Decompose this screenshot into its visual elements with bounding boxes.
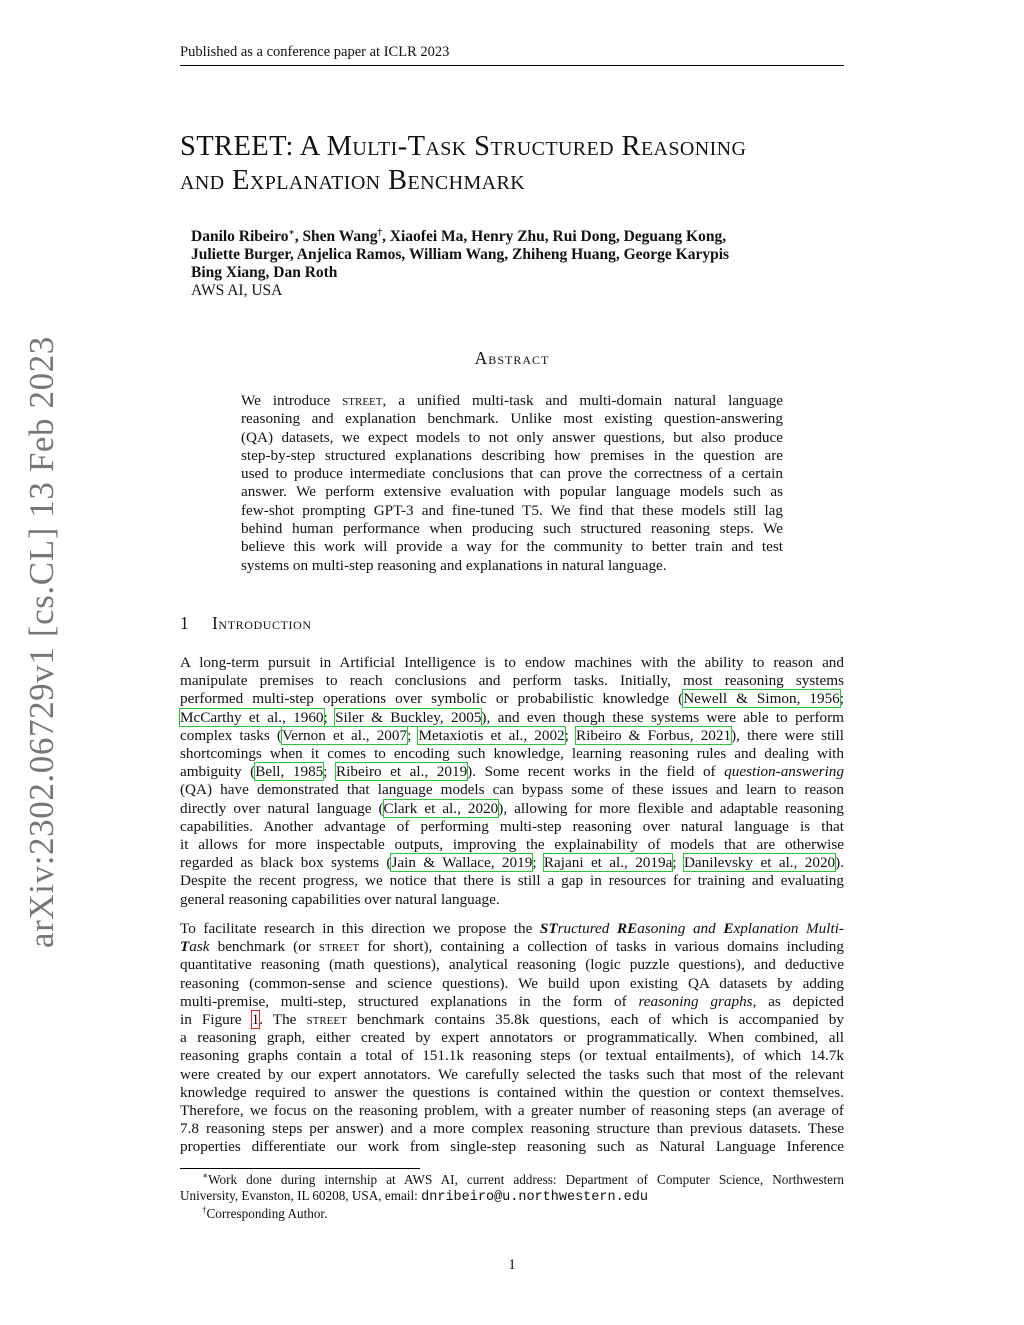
footnote-mark: ∗: [202, 1170, 209, 1181]
header-rule: [180, 65, 844, 66]
acronym-letter: T: [180, 938, 190, 956]
text-span: ), and even though these systems were able to perform: [481, 708, 844, 726]
text-line: capabilities. Another advantage of performing multi-step reasoning over natural language is that: [180, 817, 844, 835]
text-span: directly over natural language (: [180, 799, 384, 817]
title-line-2: and Explanation Benchmark: [180, 165, 526, 196]
text-span: To facilitate research in this direction we propose the: [180, 920, 540, 937]
citation-link[interactable]: Ribeiro & Forbus, 2021: [576, 726, 732, 744]
acronym-letter: E: [723, 920, 734, 937]
text-line: quantitative reasoning (math questions), analytical reasoning (logic puzzle questions), and deductive: [180, 956, 844, 974]
author-line-2: Juliette Burger, Anjelica Ramos, William Wang, Zhiheng Huang, George Karypis: [191, 246, 730, 263]
abstract-line: believe this work will provide a way for the community to better train and test: [241, 538, 783, 556]
footnote-mark: ∗: [288, 226, 295, 237]
italic-term: asoning and: [637, 920, 724, 937]
italic-term: question-answering: [724, 763, 844, 781]
text-line: [180, 727, 844, 745]
footnote-1-line: [180, 1188, 844, 1206]
author-text: , Shen Wang: [294, 228, 378, 245]
affiliation: AWS AI, USA: [191, 282, 283, 299]
intro-paragraph-1: [180, 654, 844, 909]
text-line: (QA) have demonstrated that language models can bypass some of these issues and learn to reason: [180, 781, 844, 799]
intro-paragraph-2: [180, 920, 844, 1157]
page-number: 1: [508, 1257, 516, 1273]
footnote-mark: †: [377, 226, 383, 237]
citation-link[interactable]: Bell, 1985: [255, 763, 324, 781]
author-block: [191, 228, 729, 300]
citation-link[interactable]: Siler & Buckley, 2005: [335, 708, 482, 726]
text-line: were created by our expert annotators. We carefully selected the tasks such that most of the relevant: [180, 1065, 844, 1083]
italic-term: ask: [189, 938, 210, 956]
text-span: University, Evanston, IL 60208, USA, email:: [180, 1188, 422, 1203]
abstract-line: few-shot prompting GPT-3 and fine-tuned T5. We find that these models still lag: [241, 501, 783, 519]
text-span: ;: [839, 690, 845, 708]
author-line-3: Bing Xiang, Dan Roth: [191, 264, 338, 281]
footnote-mark: †: [202, 1204, 207, 1215]
text-span: ;: [323, 708, 336, 726]
citation-link[interactable]: Vernon et al., 2007: [281, 726, 408, 744]
paper-title: [180, 130, 860, 198]
text-span: performed multi-step operations over symbolic or probabilistic knowledge (: [180, 690, 684, 708]
text-span: , a unified multi-task and multi-domain natural language: [382, 392, 783, 409]
abstract-line: answer. We perform extensive evaluation with popular language models such as: [241, 483, 783, 501]
street-name: street: [306, 1011, 347, 1029]
acronym-letter: RE: [616, 920, 638, 937]
text-line: [180, 1011, 844, 1029]
email-link[interactable]: dnribeiro@u.northwestern.edu: [421, 1190, 648, 1205]
text-line: properties differentiate our work from single-step reasoning such as Natural Language Inference: [180, 1138, 844, 1156]
citation-link[interactable]: Newell & Simon, 1956: [683, 690, 840, 708]
footnote-1-line: [180, 1172, 844, 1188]
text-span: for short), containing a collection of tasks in various domains including: [359, 938, 844, 956]
citation-link[interactable]: Metaxiotis et al., 2002: [418, 726, 565, 744]
text-span: ;: [672, 854, 684, 872]
text-span: . The: [259, 1011, 307, 1029]
abstract-line: systems on multi-step reasoning and explanations in natural language.: [241, 556, 667, 574]
italic-term: reasoning graphs: [638, 992, 753, 1010]
citation-link[interactable]: Rajani et al., 2019a: [543, 854, 673, 872]
street-name: street: [318, 938, 360, 956]
text-span: ), there were still: [731, 726, 844, 744]
text-span: ). Some recent works in the field of: [467, 763, 725, 781]
text-line: a reasoning graph, either created by expert annotators or programmatically. When combined, all: [180, 1029, 844, 1047]
street-name: street: [342, 392, 383, 409]
citation-link[interactable]: Jain & Wallace, 2019: [391, 854, 533, 872]
section-title: Introduction: [212, 613, 312, 633]
text-span: Work done during internship at AWS AI, current address: Department of Computer Science, Northwestern: [208, 1172, 844, 1187]
text-span: in Figure: [180, 1011, 252, 1029]
abstract-line: (QA) datasets, we expect models to not only answer questions, but also produce: [241, 428, 783, 446]
author-line-1: [191, 228, 729, 246]
author-text: Danilo Ribeiro: [191, 228, 289, 245]
abstract-line: reasoning and explanation benchmark. Unlike most existing question-answering: [241, 410, 783, 428]
text-span: regarded as black box systems (: [180, 854, 392, 872]
citation-link[interactable]: Ribeiro et al., 2019: [336, 763, 468, 781]
text-line: [180, 690, 844, 708]
text-span: ).: [835, 854, 844, 872]
text-line: [180, 854, 844, 872]
text-line: shortcomings when it comes to encoding such knowledge, learning reasoning rules and dealing with: [180, 745, 844, 763]
text-span: ), allowing for more flexible and adaptable reasoning: [498, 799, 844, 817]
text-span: ;: [323, 763, 337, 781]
text-line: 7.8 reasoning steps per answer) and a more complex reasoning structure than previous datasets. These: [180, 1120, 844, 1138]
text-line: [180, 920, 844, 938]
italic-term: xplanation Multi-: [733, 920, 844, 937]
text-line: knowledge required to answer the questions is contained within the question or context themselves.: [180, 1083, 844, 1101]
text-line: it allows for more inspectable outputs, improving the explainability of models that are otherwise: [180, 836, 844, 854]
text-span: ambiguity (: [180, 763, 256, 781]
text-line: Despite the recent progress, we notice that there is still a gap in resources for training and evaluating: [180, 872, 844, 890]
abstract-line: step-by-step structured explanations describing how premises in the question are: [241, 446, 783, 464]
text-span: multi-premise, multi-step, structured explanations in the form of: [180, 992, 639, 1010]
acronym-letter: ST: [539, 920, 558, 937]
abstract-body: [241, 392, 783, 575]
text-line: A long-term pursuit in Artificial Intelligence is to endow machines with the ability to reason and: [180, 654, 844, 671]
abstract-line: used to produce intermediate conclusions that can prove the correctness of a certain: [241, 465, 783, 483]
footnote-rule: [180, 1168, 420, 1169]
text-line: Therefore, we focus on the reasoning problem, with a greater number of reasoning steps (an average of: [180, 1102, 844, 1120]
footnotes: [180, 1172, 844, 1222]
text-span: complex tasks (: [180, 726, 282, 744]
italic-term: ructured: [557, 920, 617, 937]
text-span: We introduce: [241, 392, 343, 409]
abstract-line: behind human performance when producing such structured reasoning steps. We: [241, 520, 783, 538]
text-line: [180, 800, 844, 818]
text-span: ;: [532, 854, 544, 872]
author-text: , Xiaofei Ma, Henry Zhu, Rui Dong, Deguang Kong,: [382, 228, 727, 245]
figure-reference-link[interactable]: 1: [251, 1011, 260, 1029]
running-header: Published as a conference paper at ICLR 2023: [180, 44, 450, 60]
text-line: [180, 709, 844, 727]
title-line-1: STREET: A Multi-Task Structured Reasoning: [180, 131, 747, 162]
text-span: benchmark (or: [209, 938, 319, 956]
text-line: [180, 763, 844, 781]
abstract-heading: Abstract: [474, 348, 550, 368]
text-span: ;: [564, 726, 576, 744]
text-line: reasoning (common-sense and science questions). We build upon existing QA datasets by adding: [180, 974, 844, 992]
footnote-2-line: [180, 1206, 844, 1222]
text-span: benchmark contains 35.8k questions, each of which is accompanied by: [346, 1011, 844, 1029]
citation-link[interactable]: Danilevsky et al., 2020: [683, 854, 836, 872]
text-span: Corresponding Author.: [206, 1206, 328, 1221]
text-line: reasoning graphs contain a total of 151.1k reasoning steps (or textual entailments), of which 14.7k: [180, 1047, 844, 1065]
citation-link[interactable]: McCarthy et al., 1960: [180, 708, 324, 726]
text-line: [180, 938, 844, 956]
text-span: ;: [407, 726, 419, 744]
section-heading-introduction: [180, 613, 312, 634]
section-number: 1: [180, 613, 189, 633]
text-line: general reasoning capabilities over natural language.: [180, 890, 500, 908]
arxiv-stamp: arXiv:2302.06729v1 [cs.CL] 13 Feb 2023: [22, 336, 61, 948]
citation-link[interactable]: Clark et al., 2020: [383, 799, 499, 817]
abstract-line: [241, 392, 783, 410]
text-span: , as depicted: [752, 992, 844, 1010]
text-line: [180, 993, 844, 1011]
text-line: manipulate premises to reach conclusions and perform tasks. Initially, most reasoning systems: [180, 672, 844, 690]
